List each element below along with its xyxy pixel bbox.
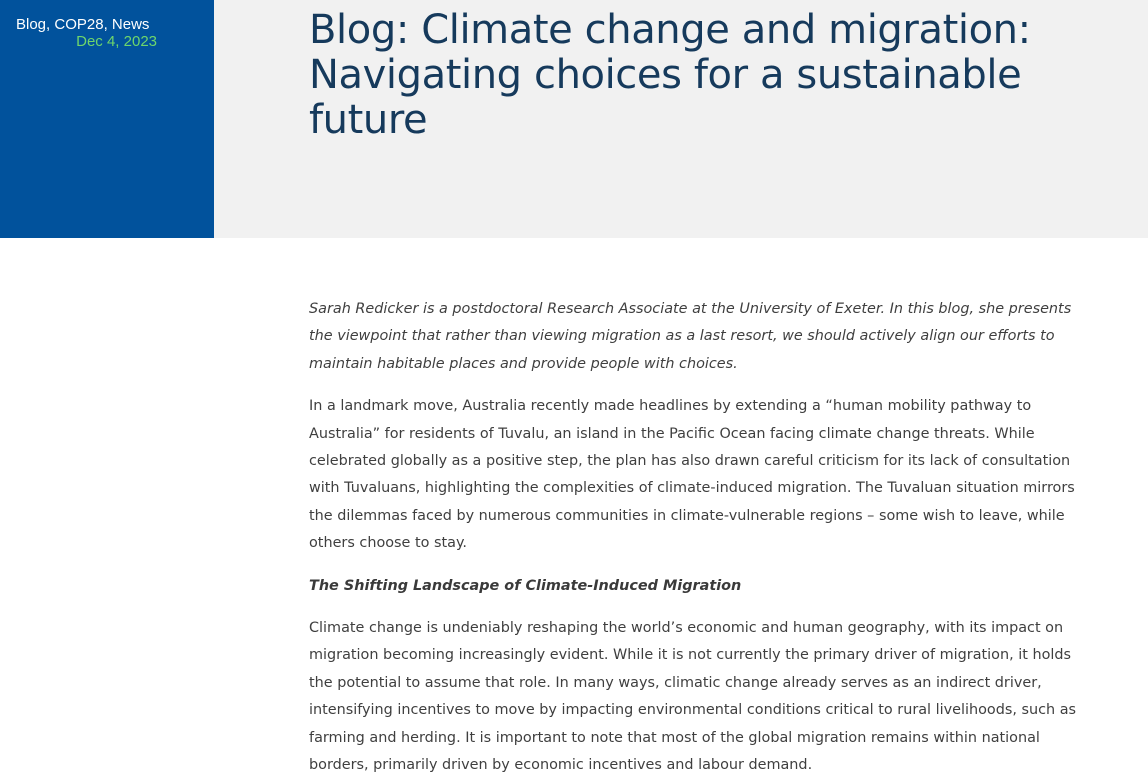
article-paragraph: In a landmark move, Australia recently made headlines by extending a “human mobility pathway to Australia” for residents of Tuvalu, an island in the Pacific Ocean facing climate change threats. While celebrated globally as a positive step, the plan has also drawn careful criticism for its lack of consultation with Tuvaluans, highlighting the complexities of climate-induced migration. The Tuvaluan situation mirrors the dilemmas faced by numerous communities in climate-vulnerable regions – some wish to leave, while others choose to stay. (309, 398, 1075, 552)
article-body (309, 296, 1077, 782)
page-title: Blog: Climate change and migration: Navigating choices for a sustainable future (309, 7, 1031, 143)
author-intro: Sarah Redicker is a postdoctoral Research Associate at the University of Exeter. In this blog, she presents the viewpoint that rather than viewing migration as a last resort, we should actively align our efforts to maintain habitable places and provide people with choices. (309, 301, 1072, 372)
category-list (16, 16, 206, 34)
section-heading: The Shifting Landscape of Climate-Induced Migration (309, 577, 742, 594)
category-separator: , (46, 16, 55, 33)
post-meta-panel (0, 0, 214, 238)
category-link-news[interactable]: News (111, 16, 150, 33)
category-separator: , (103, 16, 112, 33)
post-date: Dec 4, 2023 (76, 33, 157, 50)
category-link-cop28[interactable]: COP28 (54, 16, 104, 33)
category-link-blog[interactable]: Blog (16, 16, 47, 33)
article-paragraph: Climate change is undeniably reshaping the world’s economic and human geography, with its impact on migration becoming increasingly evident. While it is not currently the primary driver of migration, it holds the potential to assume that role. In many ways, climatic change already serves as an indirect driver, intensifying incentives to move by impacting environmental conditions critical to rural livelihoods, such as farming and herding. It is important to note that most of the global migration remains within national borders, primarily driven by economic incentives and labour demand. (309, 620, 1077, 774)
